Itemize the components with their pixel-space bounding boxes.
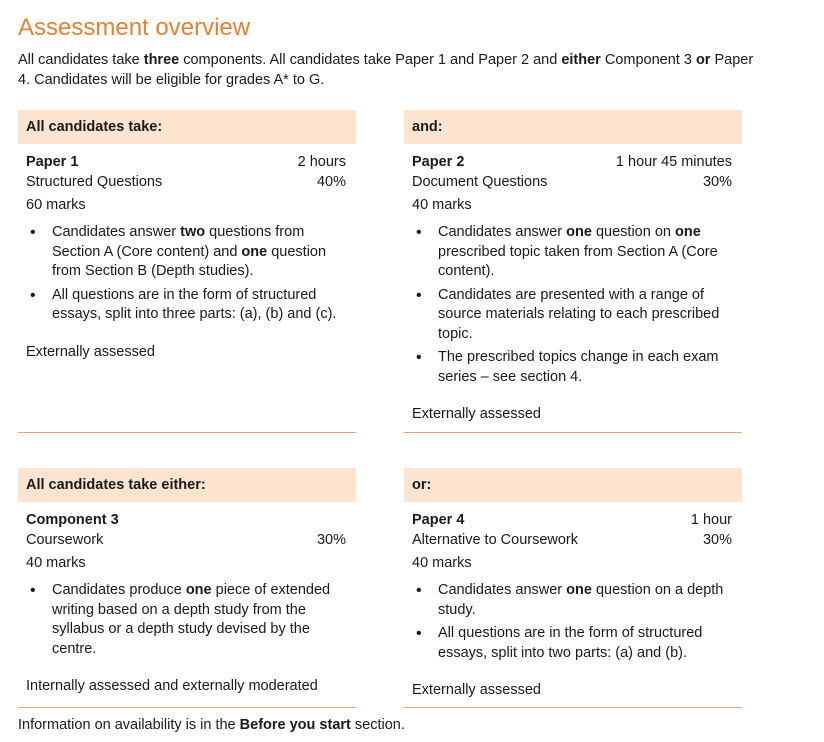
assessment-type: Internally assessed and externally moderated [26,678,318,694]
panel-paper-1 [18,110,356,435]
page-title: Assessment overview [18,14,251,41]
component-type: Coursework [26,532,104,548]
weighting: 40% [316,174,346,190]
list-item: • Candidates answer two questions from Section A (Core content) and one question from Section B (Depth studies). [26,223,346,282]
divider [18,432,356,433]
component-type: Document Questions [412,174,548,190]
component-type: Alternative to Coursework [412,532,579,548]
list-item: • All questions are in the form of structured essays, split into three parts: (a), (b) and (c). [26,286,346,325]
footer-note: Information on availability is in the Before you start section. [18,717,405,733]
list-item: • Candidates are presented with a range of source materials relating to each prescribed topic. [412,286,732,345]
panel-header: or: [404,468,742,502]
component-name: Paper 4 [412,512,465,528]
panel-header: All candidates take either: [18,468,356,502]
component-name: Paper 1 [26,154,79,170]
list-item: • All questions are in the form of structured essays, split into two parts: (a) and (b). [412,624,732,663]
weighting: 30% [702,532,732,548]
divider [404,432,742,433]
list-item: • Candidates produce one piece of extended writing based on a depth study from the syllabus or a depth study devised by the centre. [26,581,346,659]
marks: 40 marks [412,197,472,213]
assessment-type: Externally assessed [412,682,541,698]
intro-paragraph: All candidates take three components. All candidates take Paper 1 and Paper 2 and either Component 3 or Paper 4. Candidates will be eligible for grades A* to G. [18,52,754,88]
component-name: Component 3 [26,512,119,528]
divider [404,707,742,708]
duration: 1 hour [690,512,732,528]
weighting: 30% [316,532,346,548]
weighting: 30% [702,174,732,190]
duration: 2 hours [297,154,346,170]
component-type: Structured Questions [26,174,163,190]
marks: 40 marks [26,555,86,571]
list-item: • The prescribed topics change in each exam series – see section 4. [412,348,732,387]
duration: 1 hour 45 minutes [615,154,732,170]
list-item: • Candidates answer one question on a depth study. [412,581,732,620]
component-name: Paper 2 [412,154,465,170]
panel-paper-2 [404,110,742,435]
panel-paper-4 [404,468,742,708]
panel-header: All candidates take: [18,110,356,144]
assessment-type: Externally assessed [412,406,541,422]
panel-component-3 [18,468,356,708]
panel-header: and: [404,110,742,144]
marks: 40 marks [412,555,472,571]
marks: 60 marks [26,197,86,213]
divider [18,707,356,708]
list-item: • Candidates answer one question on one prescribed topic taken from Section A (Core content). [412,223,732,282]
assessment-type: Externally assessed [26,344,155,360]
